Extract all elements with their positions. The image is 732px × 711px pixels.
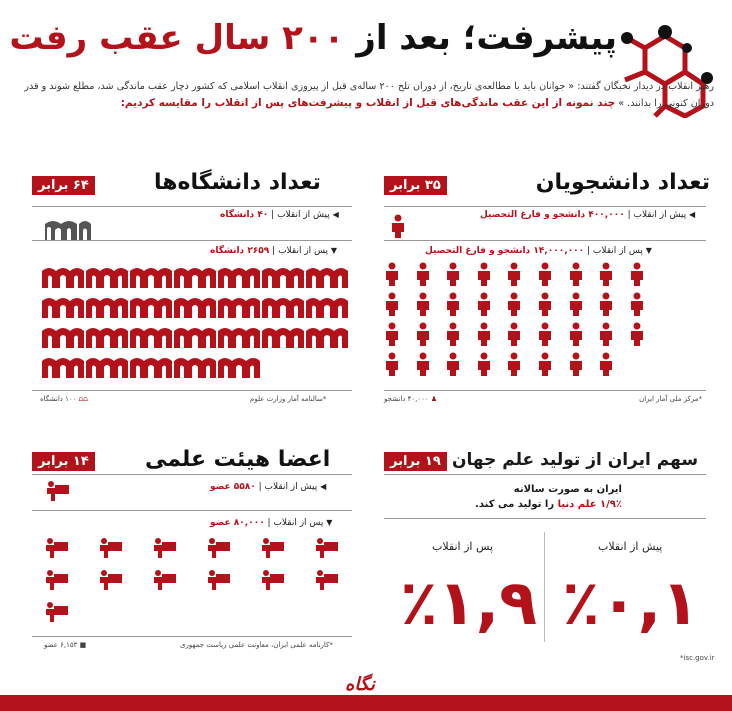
divider [384, 474, 706, 475]
student-icon [506, 352, 522, 376]
arch-icon [174, 356, 216, 378]
student-icon [568, 292, 584, 316]
students-legend: ♟ ۴۰,۰۰۰ دانشجو [384, 395, 438, 403]
universities-source: *سالنامه آمار وزارت علوم [250, 395, 327, 403]
student-icon [384, 292, 400, 316]
student-icon [445, 262, 461, 286]
student-icon [415, 262, 431, 286]
students-icon-grid [384, 262, 660, 376]
students-source: *مرکز ملی آمار ایران [639, 395, 702, 403]
students-before-row: ◀ پیش از انقلاب | ۴۰۰,۰۰۰ دانشجو و فارغ التحصیل [480, 210, 696, 220]
arch-icon [42, 266, 84, 288]
faculty-after-row: ▼ پس از انقلاب | ۸۰,۰۰۰ عضو [210, 518, 333, 528]
divider [32, 510, 352, 511]
arch-icon [130, 356, 172, 378]
student-icon [445, 292, 461, 316]
student-icon [506, 322, 522, 346]
student-icon [537, 262, 553, 286]
arch-icon [218, 356, 260, 378]
divider [32, 474, 352, 475]
student-icon [415, 322, 431, 346]
divider [32, 636, 352, 637]
teacher-icon [100, 538, 122, 558]
student-icon [384, 352, 400, 376]
divider [384, 518, 706, 519]
student-icon [476, 322, 492, 346]
students-after-row: ▼ پس از انقلاب | ۱۴,۰۰۰,۰۰۰ دانشجو و فارغ التحصیل [425, 246, 652, 256]
arch-icon [86, 356, 128, 378]
student-icon [568, 262, 584, 286]
teacher-icon [208, 538, 230, 558]
divider [384, 240, 706, 241]
faculty-source: *کارنامه علمی ایران، معاونت علمی ریاست جمهوری [180, 641, 333, 649]
triangle-down-icon: ▼ [645, 246, 652, 255]
teacher-icon [208, 570, 230, 590]
teacher-icon [154, 538, 176, 558]
arch-icon [306, 326, 348, 348]
arch-icon [306, 296, 348, 318]
arch-icon [42, 326, 84, 348]
teacher-icon [316, 570, 338, 590]
teacher-icon [100, 570, 122, 590]
faculty-before-row: ◀ پیش از انقلاب | ۵۵۸۰ عضو [210, 482, 327, 492]
student-icon [445, 352, 461, 376]
arch-icon [218, 266, 260, 288]
arch-icon [86, 266, 128, 288]
universities-after-row: ▼ پس از انقلاب | ۲۶۵۹ دانشگاه [210, 246, 338, 256]
teacher-icon [47, 481, 69, 501]
arch-icon [218, 326, 260, 348]
student-icon [598, 292, 614, 316]
faculty-title: اعضا هیئت علمی [145, 447, 331, 472]
student-icon [415, 352, 431, 376]
triangle-left-icon: ◀ [332, 210, 339, 219]
arch-icon [218, 296, 260, 318]
teacher-icon [46, 602, 68, 622]
science-source: *isc.gov.ir [680, 654, 715, 662]
teacher-icon [316, 538, 338, 558]
teacher-icon [46, 538, 68, 558]
footer-logo: نگاه [345, 674, 375, 695]
triangle-down-icon: ▼ [330, 246, 338, 255]
student-icon [476, 292, 492, 316]
student-icon: ♟ [430, 395, 438, 403]
faculty-badge: ۱۴ برابر [32, 452, 95, 471]
arch-icon [130, 266, 172, 288]
student-icon [384, 322, 400, 346]
student-icon [598, 262, 614, 286]
arch-icon [130, 296, 172, 318]
arch-icon-partial [45, 218, 93, 240]
universities-legend: ⩍⩍ ۱۰۰ دانشگاه [40, 395, 88, 403]
student-icon [568, 322, 584, 346]
student-icon [537, 322, 553, 346]
arch-icon [174, 326, 216, 348]
arch-icon [42, 356, 84, 378]
science-before-label: پیش از انقلاب [598, 540, 663, 553]
science-after-value: ٪۱,۹ [400, 566, 538, 639]
universities-badge: ۶۴ برابر [32, 176, 95, 195]
students-badge: ۳۵ برابر [384, 176, 447, 195]
faculty-legend: ■ ۶,۱۵۳ عضو [44, 641, 87, 649]
intro-text: رهبر انقلاب در دیدار نخبگان گفتند: « جوانان باید با مطالعه‌ی تاریخ، از دوران تلخ ۲۰۰ ساله‌ی قبل از پیروزی انقلاب اسلامی که کشور دچار عقب ماندگی شد، مطلع شوند و قدر دوران کنونی را بدانند. » چند نمونه از این عقب ماندگی‌های قبل از انقلاب و پیشرفت‌های پس از انقلاب را مقایسه کردیم: [24, 81, 714, 109]
divider [32, 240, 352, 241]
science-after-label: پس از انقلاب [432, 540, 494, 553]
arch-icon [174, 266, 216, 288]
arch-icon [130, 326, 172, 348]
faculty-icon-grid [46, 538, 352, 622]
arch-icon [86, 326, 128, 348]
student-icon [598, 352, 614, 376]
divider [32, 390, 352, 391]
student-icon [537, 292, 553, 316]
teacher-icon [262, 538, 284, 558]
universities-before-row: ◀ پیش از انقلاب | ۴۰ دانشگاه [220, 210, 339, 220]
student-icon [384, 262, 400, 286]
student-icon [629, 322, 645, 346]
student-icon [629, 262, 645, 286]
triangle-left-icon: ◀ [320, 482, 327, 491]
student-icon [568, 352, 584, 376]
student-icon [445, 322, 461, 346]
student-icon [476, 262, 492, 286]
arch-icon: ⩍⩍ [78, 395, 88, 403]
student-icon [506, 292, 522, 316]
arch-icon [42, 296, 84, 318]
page-title: پیشرفت؛ بعد از ۲۰۰ سال عقب رفت [9, 18, 617, 58]
student-icon [537, 352, 553, 376]
teacher-icon [262, 570, 284, 590]
science-before-value: ٪۰,۱ [562, 566, 700, 639]
arch-icon [262, 266, 304, 288]
student-icon [476, 352, 492, 376]
teacher-icon [154, 570, 176, 590]
universities-title: تعداد دانشگاه‌ها [154, 170, 321, 195]
student-icon [629, 292, 645, 316]
footer-bar [0, 695, 732, 711]
universities-icon-grid [42, 266, 352, 378]
students-title: تعداد دانشجویان [535, 170, 710, 195]
science-description: ایران به صورت سالانه ۱/۹٪ علم دنیا را تولید می کند. [475, 484, 622, 510]
intro-highlight: چند نمونه از این عقب ماندگی‌های قبل از انقلاب و پیشرفت‌های پس از انقلاب را مقایسه کردیم: [120, 97, 616, 109]
divider [32, 206, 352, 207]
triangle-down-icon: ▼ [326, 518, 333, 527]
teacher-icon [46, 570, 68, 590]
student-icon [415, 292, 431, 316]
student-icon [390, 214, 406, 238]
teacher-icon: ■ [79, 641, 87, 649]
student-icon [598, 322, 614, 346]
arch-icon [262, 296, 304, 318]
arch-icon [262, 326, 304, 348]
arch-icon [86, 296, 128, 318]
science-badge: ۱۹ برابر [384, 452, 447, 471]
triangle-left-icon: ◀ [689, 210, 696, 219]
divider [384, 390, 706, 391]
science-title: سهم ایران از تولید علم جهان [452, 450, 699, 470]
arch-icon [306, 266, 348, 288]
divider [384, 206, 706, 207]
student-icon [506, 262, 522, 286]
vertical-separator [544, 532, 545, 642]
arch-icon [174, 296, 216, 318]
